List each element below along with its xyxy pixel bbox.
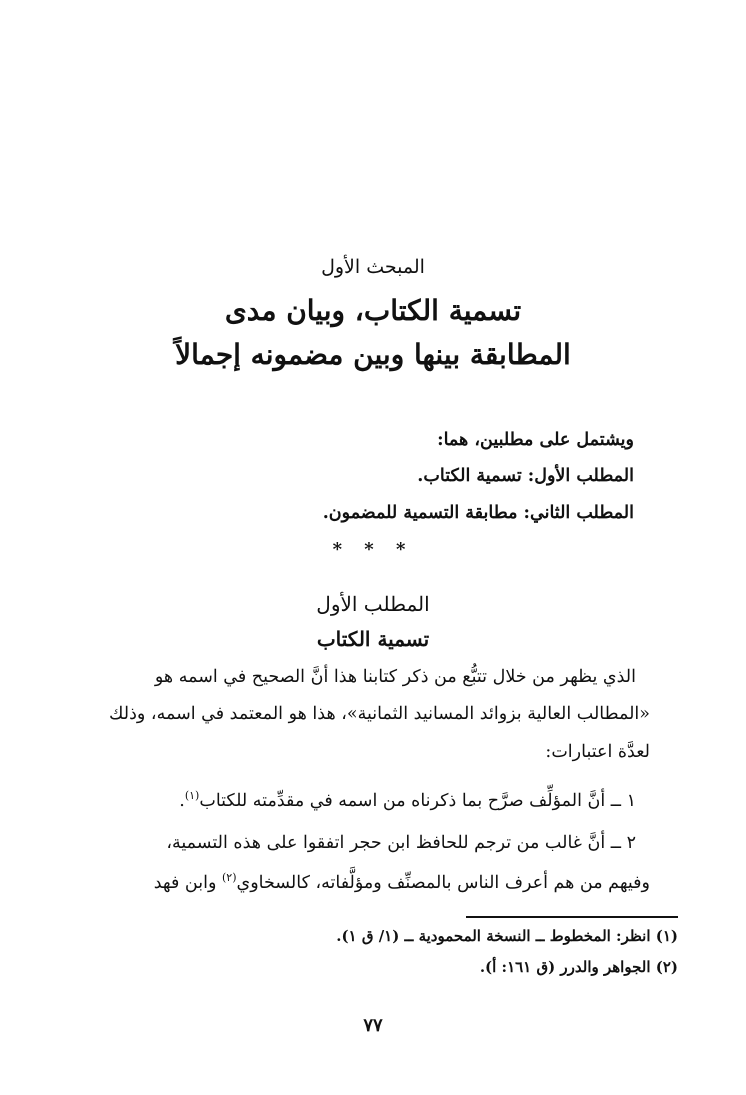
footnote-2: (٢) الجواهر والدرر (ق ١٦١: أ).: [479, 958, 678, 976]
list-item-1: [179, 789, 636, 811]
chapter-title-line-2: المطابقة بينها وبين مضمونه إجمالاً: [175, 338, 571, 371]
footnote-ref-1[interactable]: (١): [184, 789, 200, 802]
footnote-1: (١) انظر: المخطوط ــ النسخة المحمودية ــ (١/ ق ١).: [336, 927, 678, 945]
list-item-2-text: وفيهم من هم أعرف الناس بالمصنِّف ومؤلَّفاته، كالسخاوي: [236, 872, 650, 893]
footnote-ref-2[interactable]: (٢): [222, 871, 237, 884]
paragraph-line-3: لعدَّة اعتبارات:: [545, 742, 650, 762]
requirement-item-2: المطلب الثاني: مطابقة التسمية للمضمون.: [322, 503, 634, 523]
requirement-item-1: المطلب الأول: تسمية الكتاب.: [417, 466, 634, 486]
requirement-title: تسمية الكتاب: [316, 627, 430, 651]
chapter-title-line-1: تسمية الكتاب، وبيان مدى: [224, 294, 522, 327]
paragraph-line-2: «المطالب العالية بزوائد المسانيد الثمانية»، هذا هو المعتمد في اسمه، وذلك: [109, 704, 650, 724]
paragraph-line-1: الذي يظهر من خلال تتبُّع من ذكر كتابنا هذا أنَّ الصحيح في اسمه هو: [154, 667, 636, 687]
footnote-divider: [466, 916, 678, 918]
list-item-2-line-2: [154, 871, 650, 893]
list-item-2-tail: وابن فهد: [153, 872, 222, 893]
section-label: المبحث الأول: [321, 256, 425, 278]
page-number: ٧٧: [363, 1015, 383, 1036]
list-item-1-end: .: [179, 790, 185, 811]
separator-stars: * * *: [332, 539, 414, 560]
requirement-heading: المطلب الأول: [316, 592, 430, 616]
list-item-2-line-1: ٢ ــ أنَّ غالب من ترجم للحافظ ابن حجر اتفقوا على هذه التسمية،: [166, 833, 636, 853]
intro-text: ويشتمل على مطلبين، هما:: [437, 430, 634, 450]
list-item-1-text: ١ ــ أنَّ المؤلِّف صرَّح بما ذكرناه من اسمه في مقدِّمته للكتاب: [199, 790, 636, 811]
